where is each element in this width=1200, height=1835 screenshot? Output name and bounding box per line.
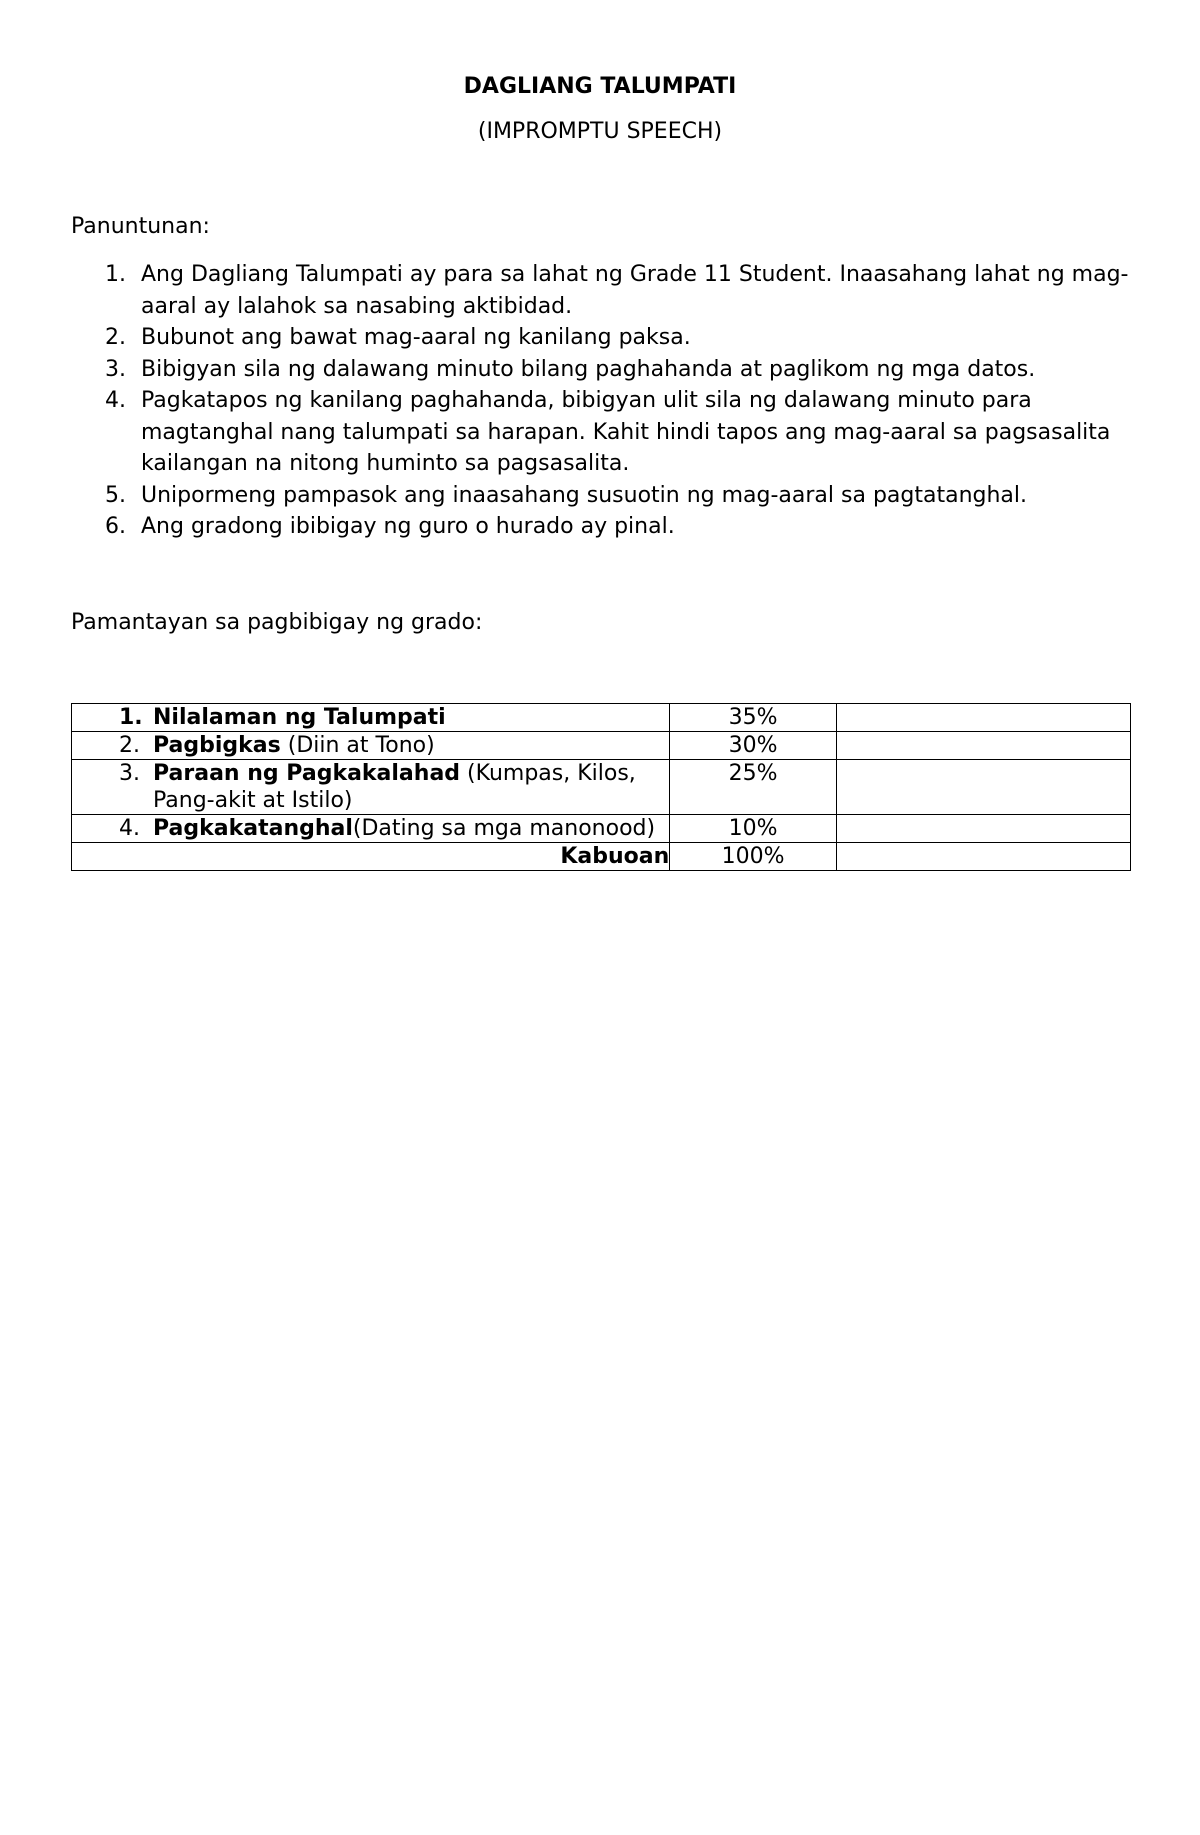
grading-rubric-table [71, 703, 1131, 871]
list-item-text: Bubunot ang bawat mag-aaral ng kanilang paksa. [141, 325, 691, 350]
list-item [105, 511, 1135, 543]
list-item-text: Ang Dagliang Talumpati ay para sa lahat ng Grade 11 Student. Inaasahang lahat ng mag-aaral ay lalahok sa nasabing aktibidad. [141, 262, 1129, 319]
total-label: Kabuoan [72, 843, 670, 871]
list-item-number: 3. [105, 356, 126, 382]
list-item [105, 322, 1135, 354]
criterion-detail: (Dating sa mga manonood) [352, 816, 656, 841]
criterion-cell [72, 815, 670, 843]
rules-list [105, 259, 1135, 543]
criterion-name: Pagbigkas [153, 733, 281, 758]
list-item-text: Pagkatapos ng kanilang paghahanda, bibigyan ulit sila ng dalawang minuto para magtanghal nang talumpati sa harapan. Kahit hindi tapos ang mag-aaral sa pagsasalita kailangan na nitong huminto sa pagsasalita. [141, 388, 1111, 476]
table-row [72, 815, 1131, 843]
criterion-detail: (Diin at Tono) [280, 733, 435, 758]
criterion-number: 3. [119, 761, 140, 786]
table-row [72, 760, 1131, 815]
table-row-total [72, 843, 1131, 871]
score-cell [836, 732, 1130, 760]
criterion-name: Paraan ng Pagkakalahad [153, 761, 461, 786]
total-score-cell [836, 843, 1130, 871]
list-item-text: Unipormeng pampasok ang inaasahang susuotin ng mag-aaral sa pagtatanghal. [141, 482, 1028, 508]
list-item-number: 6. [105, 514, 126, 539]
criterion-number: 1. [119, 705, 143, 730]
document-subtitle: (IMPROMPTU SPEECH) [477, 119, 723, 144]
list-item-text: Ang gradong ibibigay ng guro o hurado ay pinal. [141, 514, 675, 539]
percent-cell: 10% [670, 815, 837, 843]
rules-heading: Panuntunan: [71, 214, 210, 239]
list-item-text: Bibigyan sila ng dalawang minuto bilang paghahanda at paglikom ng mga datos. [141, 356, 1036, 382]
criterion-number: 4. [119, 816, 140, 841]
criterion-detail: (Kumpas, Kilos, Pang-akit at Istilo) [153, 761, 636, 813]
list-item-number: 4. [105, 388, 126, 413]
criterion-name: Nilalaman ng Talumpati [153, 705, 446, 730]
criteria-heading: Pamantayan sa pagbibigay ng grado: [71, 610, 483, 635]
list-item [105, 480, 1135, 512]
percent-cell: 35% [670, 704, 837, 732]
total-percent: 100% [670, 843, 837, 871]
score-cell [836, 760, 1130, 815]
list-item-number: 5. [105, 482, 126, 508]
table-row [72, 732, 1131, 760]
criterion-cell [72, 732, 670, 760]
percent-cell: 25% [670, 760, 837, 815]
table-row [72, 704, 1131, 732]
score-cell [836, 704, 1130, 732]
list-item [105, 385, 1135, 480]
list-item [105, 354, 1135, 386]
list-item-number: 1. [105, 262, 126, 287]
list-item-number: 2. [105, 325, 126, 350]
list-item [105, 259, 1135, 322]
percent-cell: 30% [670, 732, 837, 760]
criterion-cell [72, 704, 670, 732]
criterion-name: Pagkakatanghal [153, 816, 353, 841]
criterion-number: 2. [119, 733, 140, 758]
criterion-cell [72, 760, 670, 815]
document-title: DAGLIANG TALUMPATI [463, 74, 737, 99]
score-cell [836, 815, 1130, 843]
